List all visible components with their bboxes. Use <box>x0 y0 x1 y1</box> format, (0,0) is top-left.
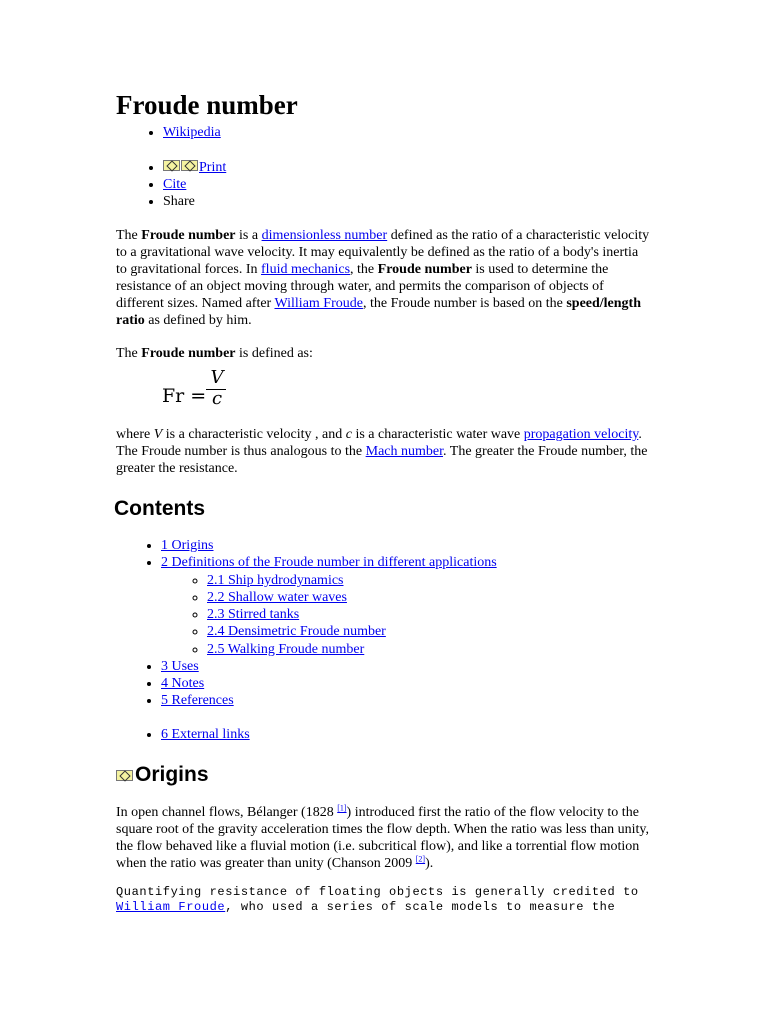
toc-item <box>161 554 652 657</box>
dimensionless-number-link[interactable]: dimensionless number <box>261 228 388 244</box>
text: . The greater the Froude number, the greater the resistance. <box>116 444 648 477</box>
intro-paragraph <box>116 227 652 329</box>
text: , who used a series of scale models to measure the <box>225 900 616 915</box>
propagation-velocity-link[interactable]: propagation velocity <box>523 427 639 443</box>
text: , the <box>350 262 378 278</box>
text: is a characteristic water wave <box>351 427 524 443</box>
toc-item <box>207 641 652 658</box>
text: The <box>116 346 142 362</box>
print-icons <box>163 159 199 176</box>
toc-link-origins[interactable]: 1 Origins <box>161 538 214 554</box>
text: is defined as: <box>235 346 313 362</box>
variable-v: V <box>153 427 163 443</box>
formula-denominator: c <box>211 388 223 410</box>
text: , the Froude number is based on the <box>362 296 567 312</box>
origins-paragraph <box>116 804 652 872</box>
where-paragraph <box>116 426 652 477</box>
reference-1-link[interactable]: [1] <box>337 803 347 813</box>
article <box>116 88 652 915</box>
toc-item <box>161 726 652 743</box>
print-link[interactable]: Print <box>199 160 227 175</box>
print-icon <box>181 160 198 171</box>
toc-link-densimetric[interactable]: 2.4 Densimetric Froude number <box>207 624 386 640</box>
definition-paragraph <box>116 345 652 362</box>
text: ). <box>425 856 434 872</box>
text: is a characteristic velocity , and <box>162 427 346 443</box>
bold-term: Froude number <box>141 346 236 362</box>
froude-formula <box>116 362 652 426</box>
table-of-contents <box>116 537 652 709</box>
formula-lhs: Fr = <box>162 385 207 408</box>
origins-heading <box>116 762 652 788</box>
text: where <box>116 427 154 443</box>
toc-link-walking[interactable]: 2.5 Walking Froude number <box>207 641 365 657</box>
toc-link-references[interactable]: 5 References <box>161 693 234 709</box>
page-title: Froude number <box>116 90 298 120</box>
toc-item <box>161 658 652 675</box>
text: as defined by him. <box>144 313 252 329</box>
toc-item <box>161 537 652 554</box>
bold-term: Froude number <box>377 262 472 278</box>
toc-link-shallow[interactable]: 2.2 Shallow water waves <box>207 589 347 605</box>
variable-c: c <box>345 427 352 443</box>
list-item <box>163 159 652 176</box>
toc-link-stirred[interactable]: 2.3 Stirred tanks <box>207 607 300 623</box>
william-froude-link-2[interactable]: William Froude <box>116 900 226 915</box>
table-of-contents-extra <box>116 726 652 743</box>
mach-number-link[interactable]: Mach number <box>365 444 444 460</box>
text: . The Froude number is thus analogous to the <box>116 427 642 460</box>
text: is used to determine the resistance of an object moving through water, and permits the comparison of objects of different sizes. Named after <box>116 262 609 312</box>
monospace-paragraph <box>116 885 652 915</box>
toc-link-definitions[interactable]: 2 Definitions of the Froude number in different applications <box>161 555 497 571</box>
toc-link-ship[interactable]: 2.1 Ship hydrodynamics <box>207 572 344 588</box>
action-list <box>116 159 652 210</box>
toc-item <box>207 606 652 623</box>
print-icon <box>163 160 180 171</box>
toc-link-external[interactable]: 6 External links <box>161 727 250 743</box>
contents-heading: Contents <box>114 497 205 521</box>
toc-sublist <box>161 572 652 658</box>
formula-numerator: V <box>210 367 224 389</box>
list-item <box>163 193 652 210</box>
bold-term: speed/length ratio <box>116 296 642 329</box>
william-froude-link[interactable]: William Froude <box>274 296 363 312</box>
toc-item <box>207 572 652 589</box>
formula-fraction <box>208 368 226 408</box>
text: ) introduced first the ratio of the flow velocity to the square root of the gravity acceleration times the flow depth. When the ratio was less than unity, the flow behaved like a fluvial motion (i.e. subcritical flow), and like a torrential flow motion when the ratio was greater than unity (Chanson 2009 <box>116 805 650 872</box>
text: In open channel flows, Bélanger (1828 <box>116 805 338 821</box>
toc-item <box>207 589 652 606</box>
toc-link-notes[interactable]: 4 Notes <box>161 675 205 691</box>
source-list <box>116 124 652 141</box>
toc-link-uses[interactable]: 3 Uses <box>161 658 199 674</box>
fluid-mechanics-link[interactable]: fluid mechanics <box>261 262 351 278</box>
origins-heading-text: Origins <box>135 763 209 787</box>
cite-link[interactable]: Cite <box>163 177 187 193</box>
toc-item <box>207 623 652 640</box>
text: Quantifying resistance of floating objects is generally credited to <box>116 885 647 900</box>
edit-icon[interactable] <box>116 770 133 781</box>
list-item <box>163 176 652 193</box>
text: The <box>116 228 142 244</box>
toc-item <box>161 692 652 709</box>
reference-2-link[interactable]: [2] <box>415 854 426 864</box>
list-item <box>163 124 652 141</box>
text: defined as the ratio of a characteristic velocity to a gravitational wave velocity. It may equivalently be defined as the ratio of a body's inertia to gravitational forces. In <box>116 228 650 278</box>
wikipedia-link[interactable]: Wikipedia <box>163 125 221 140</box>
text: is a <box>235 228 262 244</box>
share-label[interactable]: Share <box>163 194 195 210</box>
bold-term: Froude number <box>141 228 236 244</box>
toc-item <box>161 675 652 692</box>
